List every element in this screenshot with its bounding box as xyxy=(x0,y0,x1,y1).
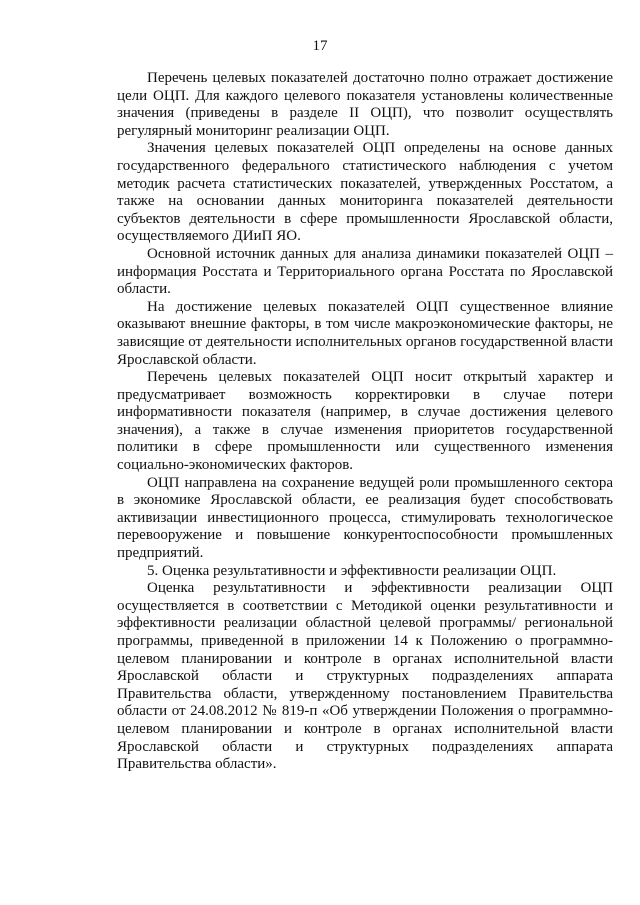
document-body xyxy=(117,70,613,774)
page-number: 17 xyxy=(312,38,328,54)
paragraph-external-factors: На достижение целевых показателей ОЦП существенное влияние оказывают внешние факторы, в том числе макроэкономические факторы, не зависящие от деятельности исполнительных органов государственной власти Ярославской области. xyxy=(117,298,614,368)
paragraph-indicators-list: Перечень целевых показателей достаточно полно отражает достижение цели ОЦП. Для каждого целевого показателя установлены количественные значения (приведены в разделе II ОЦП), что позволит осуществлять регулярный мониторинг реализации ОЦП. xyxy=(117,70,613,139)
paragraph-open-list: Перечень целевых показателей ОЦП носит открытый характер и предусматривает возможность корректировки в случае потери информативности показателя (например, в случае достижения целевого значения), а также в случае изменения приоритетов государственной политики в сфере промышленности или существенного изменения социально-экономических факторов. xyxy=(117,369,613,474)
paragraph-program-goal: ОЦП направлена на сохранение ведущей роли промышленного сектора в экономике Ярославской области, ее реализация будет способствовать активизации инвестиционного процесса, стимулировать технологическое перевооружение и повышение конкурентоспособности промышленных предприятий. xyxy=(117,474,613,562)
paragraph-indicator-values: Значения целевых показателей ОЦП определены на основе данных государственного федерального статистического наблюдения с учетом методик расчета статистических показателей, утвержденных Росстатом, а также на основании данных мониторинга показателей деятельности субъектов деятельности в сфере промышленности Ярославской области, осуществляемого ДИиП ЯО. xyxy=(117,140,613,245)
paragraph-data-source: Основной источник данных для анализа динамики показателей ОЦП – информация Росстата и Территориального органа Росстата по Ярославской области. xyxy=(117,245,613,298)
paragraph-evaluation-method: Оценка результативности и эффективности реализации ОЦП осуществляется в соответствии с Методикой оценки результативности и эффективности реализации областной целевой программы/ региональной программы, приведенной в приложении 14 к Положению о программно-целевом планировании и контроле в органах исполнительной власти Ярославской области и структурных подразделениях аппарата Правительства области, утвержденному постановлением Правительства области от 24.08.2012 № 819-п «Об утверждении Положения о программно-целевом планировании и контроле в органах исполнительной власти Ярославской области и структурных подразделениях аппарата Правительства области». xyxy=(117,580,613,773)
section-heading-evaluation: 5. Оценка результативности и эффективности реализации ОЦП. xyxy=(147,562,557,579)
